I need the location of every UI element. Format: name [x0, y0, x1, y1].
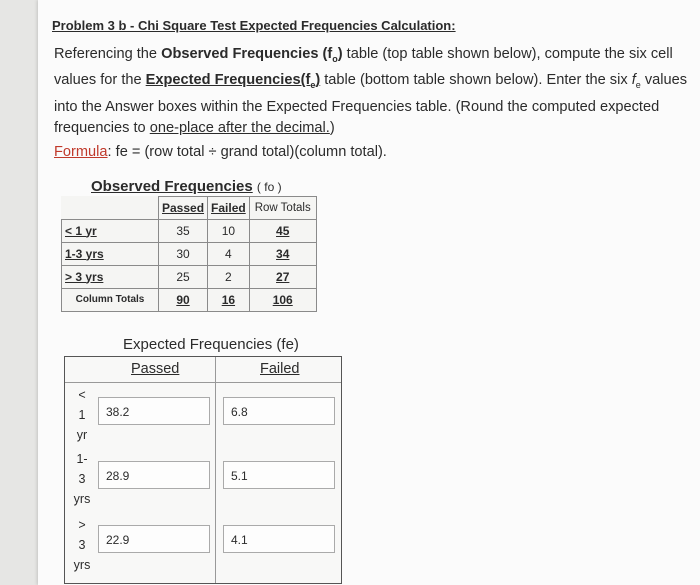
answer-box-passed-row3[interactable]: 22.9 [98, 525, 210, 553]
column-totals-row: Column Totals 90 16 106 [62, 288, 317, 311]
table-row: > 3 yrs 25 2 27 [62, 265, 317, 288]
exp-row-label: > 3 yrs [73, 518, 91, 572]
observed-ref: Observed Frequencies $(f_o)$ [161, 46, 343, 64]
expected-title: Expected Frequencies (fe) [123, 336, 299, 353]
exp-row-label: < 1 yr [76, 388, 88, 442]
exp-row-label: 1- 3 yrs [73, 452, 91, 506]
expected-ref: Expected $Frequencies(f_e)$ [145, 72, 321, 91]
answer-box-passed-row2[interactable]: 28.9 [98, 461, 210, 489]
obs-header-passed: Passed [159, 197, 208, 220]
instructions-paragraph: Referencing the Observed Frequencies $(f_o)$ table (top table shown below), compute the six cell values for the Expected $Frequencies(f_e)$ table (bottom table shown below). Enter the six $f_e$ values into the Answer boxes within the Expected Frequencies table. (Round the computed expected frequencies to one-place after the decimal.) [54, 46, 688, 137]
table-row: 1-3 yrs 30 4 34 [62, 242, 317, 265]
table-row: < 1 yr 35 10 45 [62, 219, 317, 242]
answer-box-failed-row3[interactable]: 4.1 [223, 525, 335, 553]
exp-header-failed: Failed [260, 361, 300, 377]
exp-header-passed: Passed [131, 361, 180, 377]
observed-table [61, 196, 317, 312]
expected-table [64, 356, 342, 584]
worksheet-page [38, 0, 700, 585]
answer-box-failed-row1[interactable]: 6.8 [223, 397, 335, 425]
obs-header-failed: Failed [208, 197, 250, 220]
answer-box-passed-row1[interactable]: 38.2 [98, 397, 210, 425]
observed-title: Observed Frequencies ( fo ) [91, 178, 282, 195]
obs-header-row-totals: Row Totals [249, 197, 316, 220]
answer-box-failed-row2[interactable]: 5.1 [223, 461, 335, 489]
problem-title: Problem 3 b - Chi Square Test Expected Frequencies Calculation: [52, 18, 456, 33]
formula-line: Formula: fe = (row total ÷ grand total)(column total). [54, 144, 387, 160]
formula-label: Formula [54, 144, 108, 160]
